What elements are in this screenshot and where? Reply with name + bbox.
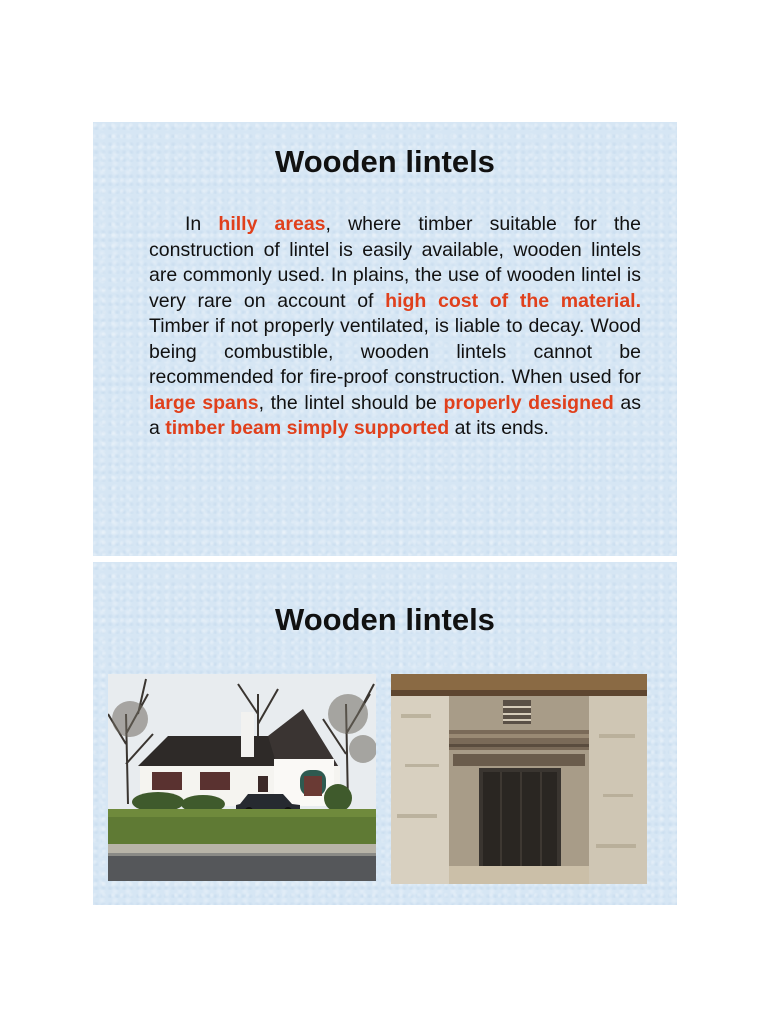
doorway-photo — [391, 674, 647, 884]
house-photo — [108, 674, 376, 881]
highlight-text: properly designed — [443, 391, 614, 414]
body-paragraph — [149, 212, 641, 442]
doorway-photo-image — [391, 674, 647, 884]
text-run: as a — [149, 391, 641, 439]
text-run: , where timber suitable for the construction of lintel is easily available, wooden lintels are commonly used. In plains, the use of wooden lintel is very rare on account of — [149, 213, 641, 312]
house-photo-image — [108, 674, 376, 881]
slide-text — [93, 122, 677, 556]
text-run: Timber if not properly ventilated, is liable to decay. Wood being combustible, wooden lintels cannot be recommended for fire-proof construction. When used for — [149, 315, 641, 388]
text-run: , the lintel should be — [258, 391, 444, 414]
slide-images — [93, 562, 677, 905]
slide-title: Wooden lintels — [275, 602, 495, 637]
highlight-text: timber beam simply supported — [165, 417, 450, 439]
slide-title: Wooden lintels — [275, 144, 495, 179]
highlight-text: hilly areas — [218, 213, 326, 235]
text-run: at its ends. — [449, 417, 549, 439]
highlight-text: high cost of the material. — [385, 289, 641, 312]
text-run: In — [185, 213, 219, 235]
highlight-text: large spans — [149, 391, 259, 414]
